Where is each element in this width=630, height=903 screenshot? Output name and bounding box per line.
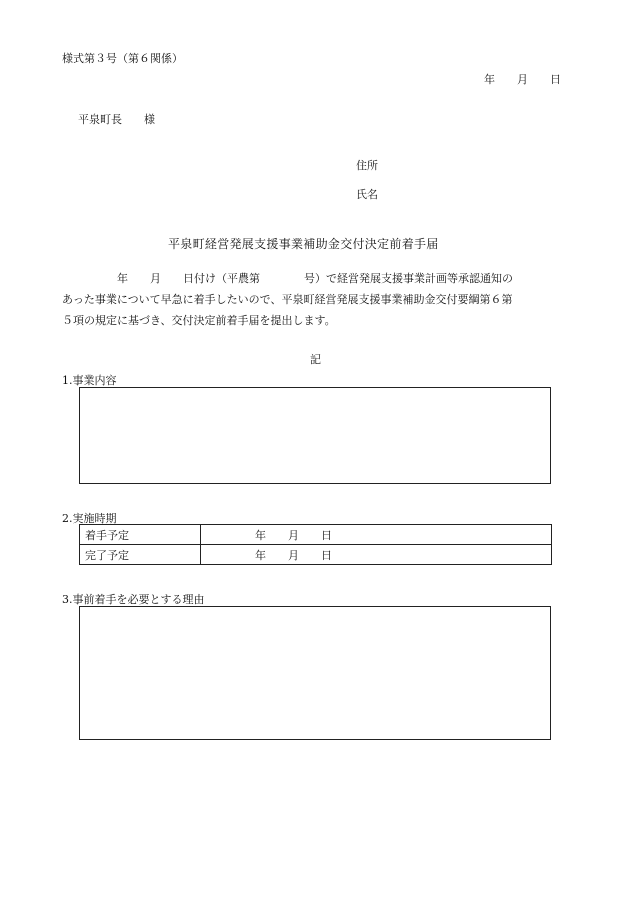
body-paragraph bbox=[62, 268, 562, 331]
date-month-label: 月 bbox=[517, 73, 528, 86]
submission-date bbox=[484, 71, 561, 87]
end-year-label: 年 bbox=[255, 548, 266, 562]
start-month-label: 月 bbox=[288, 528, 299, 542]
start-day-label: 日 bbox=[321, 528, 332, 542]
table-row bbox=[80, 545, 552, 565]
period-table bbox=[79, 524, 552, 565]
completion-planned-date-field[interactable] bbox=[201, 545, 552, 565]
start-planned-date-field[interactable] bbox=[201, 525, 552, 545]
ki-heading: 記 bbox=[310, 353, 321, 366]
address-label: 住所 bbox=[356, 159, 378, 172]
body-line: あった事業について早急に着手したいので、平泉町経営発展支援事業補助金交付要綱第６第 bbox=[62, 293, 513, 306]
start-year-label: 年 bbox=[255, 528, 266, 542]
reason-entry-box[interactable] bbox=[79, 606, 551, 740]
section-reason-heading: 3.事前着手を必要とする理由 bbox=[62, 593, 205, 606]
completion-planned-label: 完了予定 bbox=[80, 545, 201, 565]
document-title: 平泉町経営発展支援事業補助金交付決定前着手届 bbox=[168, 237, 439, 251]
end-month-label: 月 bbox=[288, 548, 299, 562]
start-planned-label: 着手予定 bbox=[80, 525, 201, 545]
body-line: ５項の規定に基づき、交付決定前着手届を提出します。 bbox=[62, 314, 336, 327]
body-line: 年 月 日付け（平農第 号）で経営発展支援事業計画等承認通知の bbox=[62, 272, 513, 285]
form-number: 様式第３号（第６関係） bbox=[62, 52, 183, 65]
section-period-heading: 2.実施時期 bbox=[62, 512, 117, 525]
date-day-label: 日 bbox=[550, 73, 561, 86]
section-content-heading: 1.事業内容 bbox=[62, 374, 117, 387]
end-day-label: 日 bbox=[321, 548, 332, 562]
recipient-line: 平泉町長 様 bbox=[78, 113, 155, 126]
table-row bbox=[80, 525, 552, 545]
date-year-label: 年 bbox=[484, 73, 495, 86]
content-entry-box[interactable] bbox=[79, 387, 551, 484]
name-label: 氏名 bbox=[356, 188, 378, 201]
